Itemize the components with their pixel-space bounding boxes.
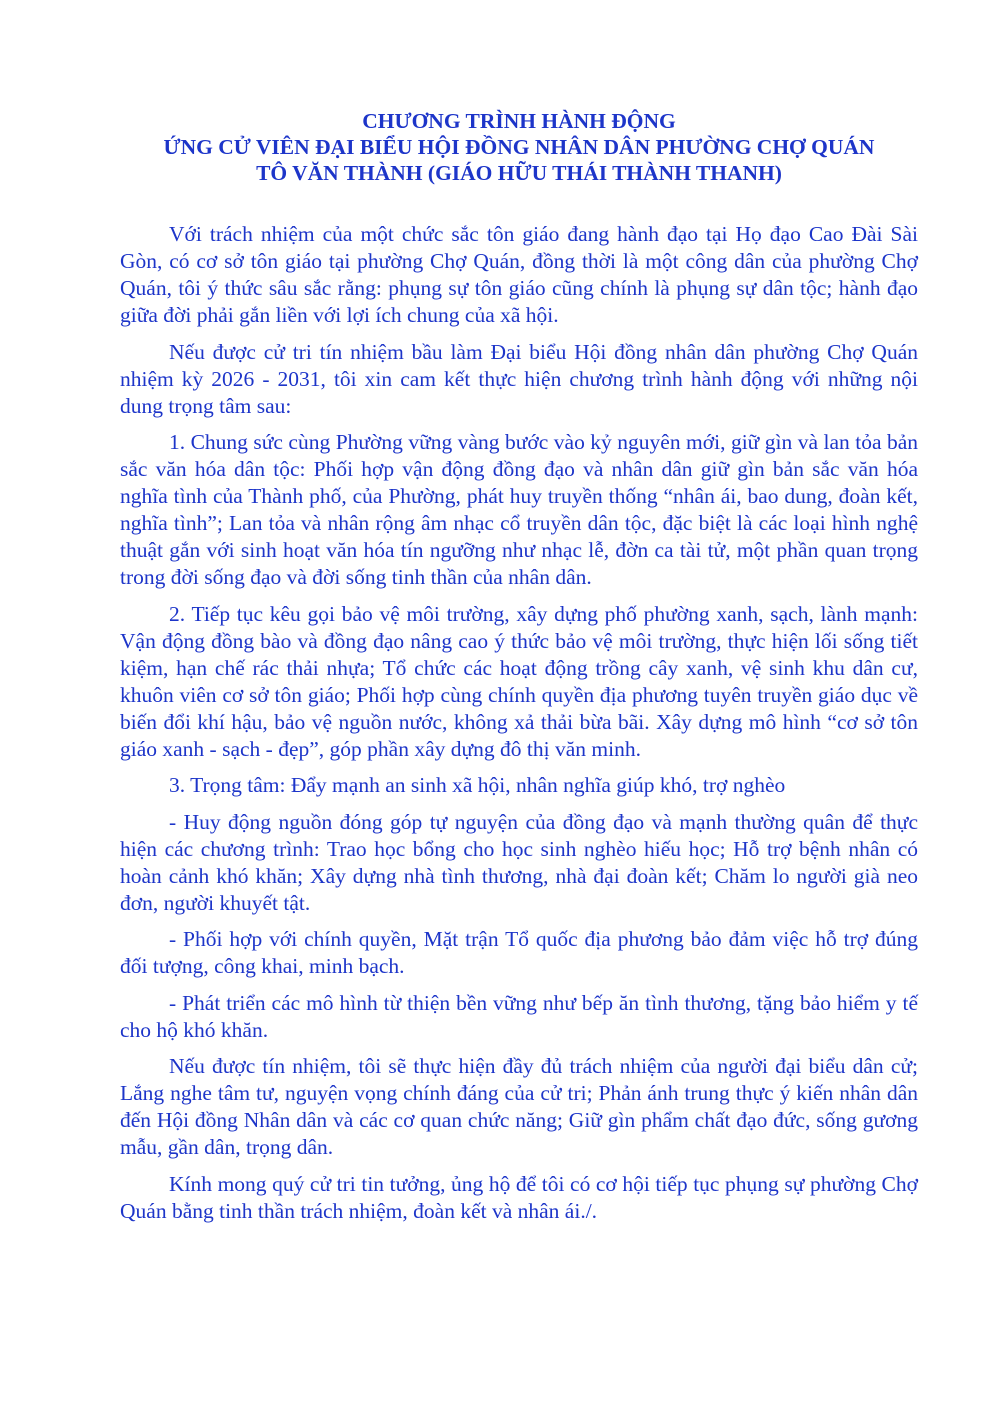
commitment-paragraph: Nếu được cử tri tín nhiệm bầu làm Đại biểu Hội đồng nhân dân phường Chợ Quán nhiệm kỳ 2026 - 2031, tôi xin cam kết thực hiện chương trình hành động với những nội dung trọng tâm sau: bbox=[120, 339, 918, 418]
item-3-bullet: - Phát triển các mô hình từ thiện bền vững như bếp ăn tình thương, tặng bảo hiểm y tế cho hộ khó khăn. bbox=[120, 990, 918, 1042]
document-body bbox=[120, 221, 918, 1225]
item-2-paragraph: 2. Tiếp tục kêu gọi bảo vệ môi trường, xây dựng phố phường xanh, sạch, lành mạnh: Vận động đồng bào và đồng đạo nâng cao ý thức bảo vệ môi trường, thực hiện lối sống tiết kiệm, hạn chế rác thải nhựa; Tổ chức các hoạt động trồng cây xanh, vệ sinh khu dân cư, khuôn viên cơ sở tôn giáo; Phối hợp cùng chính quyền địa phương tuyên truyền giáo dục về biến đổi khí hậu, bảo vệ nguồn nước, không xả thải bừa bãi. Xây dựng mô hình “cơ sở tôn giáo xanh - sạch - đẹp”, góp phần xây dựng đô thị văn minh. bbox=[120, 601, 918, 761]
closing-paragraph: Kính mong quý cử tri tin tưởng, ủng hộ để tôi có cơ hội tiếp tục phụng sự phường Chợ Quán bằng tinh thần trách nhiệm, đoàn kết và nhân ái./. bbox=[120, 1171, 918, 1223]
title-line: CHƯƠNG TRÌNH HÀNH ĐỘNG bbox=[362, 109, 676, 133]
pledge-paragraph: Nếu được tín nhiệm, tôi sẽ thực hiện đầy đủ trách nhiệm của người đại biểu dân cử; Lắng nghe tâm tư, nguyện vọng chính đáng của cử tri; Phản ánh trung thực ý kiến nhân dân đến Hội đồng Nhân dân và các cơ quan chức năng; Giữ gìn phẩm chất đạo đức, sống gương mẫu, gần dân, trọng dân. bbox=[120, 1054, 918, 1159]
item-1-paragraph: 1. Chung sức cùng Phường vững vàng bước vào kỷ nguyên mới, giữ gìn và lan tỏa bản sắc văn hóa dân tộc: Phối hợp vận động đồng đạo và nhân dân giữ gìn bản sắc văn hóa nghĩa tình của Thành phố, của Phường, phát huy truyền thống “nhân ái, bao dung, đoàn kết, nghĩa tình”; Lan tỏa và nhân rộng âm nhạc cổ truyền dân tộc, đặc biệt là các loại hình nghệ thuật gắn với sinh hoạt văn hóa tín ngưỡng như nhạc lễ, đờn ca tài tử, một phần quan trọng trong đời sống đạo và đời sống tinh thần của nhân dân. bbox=[120, 430, 918, 589]
item-3-bullet: - Huy động nguồn đóng góp tự nguyện của đồng đạo và mạnh thường quân để thực hiện các chương trình: Trao học bổng cho học sinh nghèo hiếu học; Hỗ trợ bệnh nhân có hoàn cảnh khó khăn; Xây dựng nhà tình thương, nhà đại đoàn kết; Chăm lo người già neo đơn, người khuyết tật. bbox=[120, 809, 918, 915]
document-title bbox=[120, 108, 918, 186]
title-line: TÔ VĂN THÀNH (GIÁO HỮU THÁI THÀNH THANH) bbox=[256, 161, 782, 185]
item-3-bullet: - Phối hợp với chính quyền, Mặt trận Tổ quốc địa phương bảo đảm việc hỗ trợ đúng đối tượng, công khai, minh bạch. bbox=[120, 927, 918, 978]
intro-paragraph: Với trách nhiệm của một chức sắc tôn giáo đang hành đạo tại Họ đạo Cao Đài Sài Gòn, có cơ sở tôn giáo tại phường Chợ Quán, đồng thời là một công dân của phường Chợ Quán, tôi ý thức sâu sắc rằng: phụng sự tôn giáo cũng chính là phụng sự dân tộc; hành đạo giữa đời phải gắn liền với lợi ích chung của xã hội. bbox=[120, 222, 918, 327]
title-line: ỨNG CỬ VIÊN ĐẠI BIỂU HỘI ĐỒNG NHÂN DÂN PHƯỜNG CHỢ QUÁN bbox=[163, 135, 875, 159]
item-3-heading: 3. Trọng tâm: Đẩy mạnh an sinh xã hội, nhân nghĩa giúp khó, trợ nghèo bbox=[169, 773, 786, 797]
